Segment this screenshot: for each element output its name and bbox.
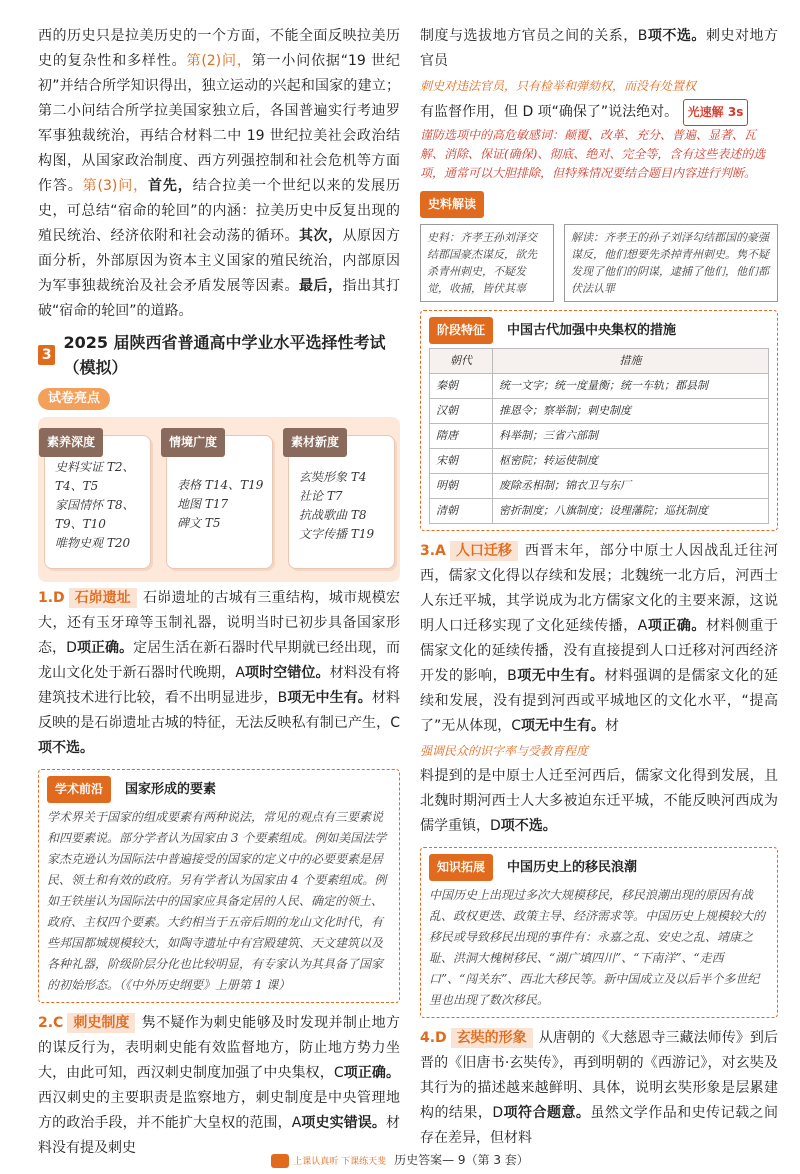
source-reading	[420, 191, 778, 302]
paragraph: 料提到的是中原士人迁至河西后，儒家文化得到发展，且北魏时期河西士人大多被迫东迁平城，不能反映河西成为儒学重镇，D项不选。	[420, 768, 778, 834]
knowledge-extension-badge: 知识拓展	[429, 854, 493, 881]
source-reading-badge: 史料解读	[420, 191, 484, 218]
table-row: 汉朝 推恩令；察举制；刺史制度	[430, 399, 769, 424]
paragraph: 西的历史只是拉美历史的一个方面，不能全面反映拉美历史的复杂性和多样性。第(2)问，第一小问依据“19 世纪初”并结合所学知识得出，独立运动的兴起和国家的建立；第二小问结合所学拉美国家独立后，各国普遍实行考迪罗军事独裁统治，再结合材料二中 19 世纪拉美社会政治结构图，从国家政治制度、西方列强控制和社会危机等方面作答。第(3)问，首先，结合拉美一个世纪以来的发展历史，可总结“宿命的轮回”的内涵：拉美历史中反复出现的殖民统治、经济依附和社会动荡的循环。其次，从原因方面分析，外部原因为资本主义国家的殖民统治，内部原因为军事独裁统治及社会矛盾发展等因素。最后，指出其打破“宿命的轮回”的道路。	[38, 28, 401, 319]
table-row: 隋唐 科举制；三省六部制	[430, 424, 769, 449]
speed-badge: 光速解 3s	[683, 99, 749, 126]
answer-4: 4.D 玄奘的形象 从唐朝的《大慈恩寺三藏法师传》到后晋的《旧唐书·玄奘传》，再到明朝的《西游记》，对玄奘及其行为的描述越来越鲜明、具体，说明玄奘形象是层累建构的结果，D项符合题意。虽然文学作品和史传记载之间存在差异，但材料	[420, 1030, 779, 1146]
section-title: 3 2025 届陕西省普通高中学业水平选择性考试（模拟）	[38, 330, 400, 380]
knowledge-extension-box: 知识拓展 中国历史上的移民浪潮 中国历史上出现过多次大规模移民，移民浪潮出现的原因有战乱、政权更迭、政策主导、经济需求等。中国历史上规模较大的移民或导致移民出现的事件有：永嘉之乱、安史之乱、靖康之耻、洪洞大槐树移民、“湖广填四川”、“下南洋”、“走西口”、“闯关东”、西北大移民等。新中国成立及以后半个多世纪里也出现了数次移民。	[420, 847, 778, 1018]
handwritten-note: 强调民众的识字率与受教育程度	[420, 744, 589, 758]
highlight-card: 素材新度 玄奘形象 T4 社论 T7 抗战歌曲 T8 文字传播 T19	[288, 435, 395, 569]
table-row: 清朝 密折制度；八旗制度；设理藩院；巡抚制度	[430, 499, 769, 524]
logo-icon	[271, 1154, 289, 1168]
highlights-pill: 试卷亮点	[38, 388, 110, 410]
answer-2: 2.C 刺史制度 隽不疑作为刺史能够及时发现并制止地方的谋反行为，表明刺史能有效监督地方，防止地方势力坐大，由此可知，西汉刺史制度加强了中央集权，C项正确。西汉刺史的主要职责是监察地方，刺史制度是中央管理地方的政治手段，并不能扩大皇权的范围，A项史实错误。材料没有提及刺史	[38, 1015, 401, 1156]
handwritten-note: 刺史对违法官员，只有检举和弹劾权，而没有处置权	[420, 79, 697, 93]
source-text: 史料：齐孝王孙刘泽交结郡国豪杰谋反，欲先杀青州刺史，不疑发觉，收捕，皆伏其辜	[420, 224, 554, 302]
section-number: 3	[38, 345, 55, 365]
highlight-card: 情境广度 表格 T14、T19 地图 T17 碑文 T5	[166, 435, 273, 569]
left-column	[38, 24, 400, 1161]
answer-1: 1.D 石峁遗址 石峁遗址的古城有三重结构，城市规模宏大，还有玉牙璋等玉制礼器，说明当时已初步具备国家形态，D项正确。定居生活在新石器时代早期就已经出现，而龙山文化处于新石器时代晚期，A项时空错位。材料没有将建筑技术进行比较，看不出明显进步，B项无中生有。材料反映的是石峁遗址古城的特征，无法反映私有制已产生，C项不选。	[38, 590, 401, 756]
source-explanation: 解读：齐孝王的孙子刘泽勾结郡国的豪强谋反，他们想要先杀掉青州刺史。隽不疑发现了他们的阴谋，逮捕了他们，他们都伏法认罪	[564, 224, 778, 302]
table-row: 明朝 废除丞相制；锦衣卫与东厂	[430, 474, 769, 499]
table-row: 秦朝 统一文字；统一度量衡；统一车轨；郡县制	[430, 374, 769, 399]
page-footer: 上课认真听 下课练天斐 历史答案— 9（第 3 套）	[0, 1151, 800, 1168]
right-column	[420, 24, 778, 1151]
table-header-row: 朝代 措施	[430, 349, 769, 374]
stage-features-badge: 阶段特征	[429, 317, 493, 344]
paragraph: 制度与选拔地方官员之间的关系，B项不选。刺史对地方官员	[420, 28, 779, 69]
speed-tip: 谨防选项中的高危敏感词：颠覆、改革、充分、普遍、显著、瓦解、消除、保证(确保)、彻底、绝对、完全等，含有这些表述的选项，通常可以大胆排除，但特殊情况要结合题目内容进行判断。	[420, 128, 766, 180]
highlight-card: 素养深度 史料实证 T2、 T4、T5 家国情怀 T8、 T9、T10 唯物史观 T20	[44, 435, 151, 569]
measures-table	[429, 348, 769, 524]
answer-3: 3.A 人口迁移 西晋末年，部分中原士人因战乱迁往河西，儒家文化得以存续和发展；北魏统一北方后，河西士人东迁平城，其学说成为北方儒家文化的主要来源，这说明人口迁移实现了文化延续传播，A项正确。材料侧重于儒家文化的延续传播，没有直接提到人口迁移对河西经济开发的影响，B项无中生有。材料强调的是儒家文化的延续和发展，没有提到河西或平城地区的文化水平，“提高了”无从体现，C项无中生有。材	[420, 543, 779, 734]
paragraph: 有监督作用，但 D 项“确保了”说法绝对。 光速解 3s	[420, 99, 778, 126]
academic-frontier-box: 学术前沿 国家形成的要素 学术界关于国家的组成要素有两种说法，常见的观点有三要素说和四要素说。部分学者认为国家由 3 个要素组成。例如美国法学家杰克逊认为国际法中普遍接受的国家的定义中的必要要素是居民、领土和有效的政府。另有学者认为国家由 4 个要素组成。例如王铁崖认为国际法中的国家应具备定居的人民、确定的领土、政府、主权四个要素。大约相当于五帝后期的龙山文化时代，有些邦国都城规模较大，如陶寺遗址中有宫殿建筑、天文建筑以及各种礼器，阶级阶层分化也比较明显，有专家认为其具备了国家的初始形态。（《中外历史纲要》上册第 1 课）	[38, 769, 400, 1003]
paper-highlights	[38, 417, 400, 582]
stage-features-box: 阶段特征 中国古代加强中央集权的措施 朝代 措施 秦朝 统一文字；统一度量衡；统一车轨；郡县制 汉朝 推恩令；察举制；刺史制度 隋唐 科举制；三省六部制 宋朝 枢密院；转运使制度 明朝 废除丞相制；锦衣卫与东厂 清朝 密折制度；八旗制度；设理藩院；巡抚制度	[420, 310, 778, 531]
academic-frontier-badge: 学术前沿	[47, 776, 111, 803]
table-row: 宋朝 枢密院；转运使制度	[430, 449, 769, 474]
